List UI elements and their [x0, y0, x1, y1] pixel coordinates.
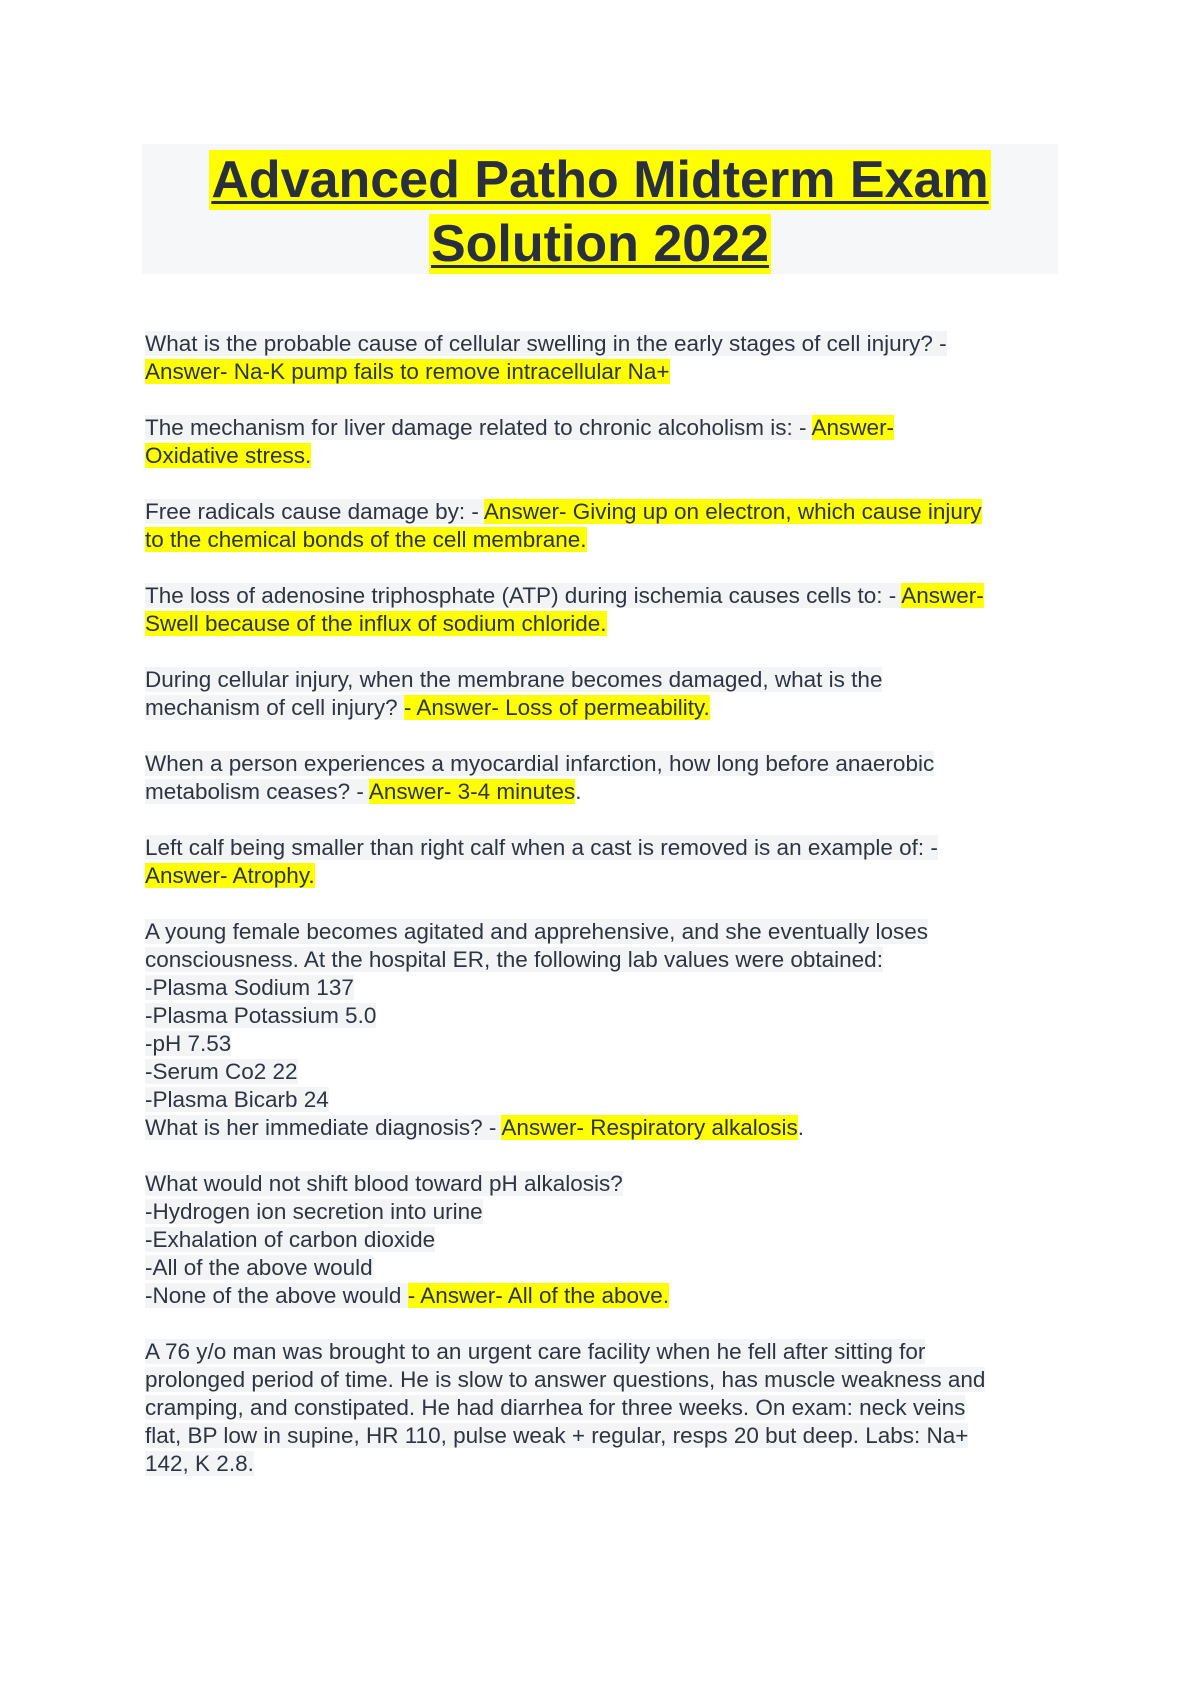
- qa-item-6: [145, 750, 1060, 806]
- qa-list: [145, 330, 1060, 1506]
- lab-value: -Plasma Sodium 137: [145, 975, 354, 1000]
- answer-highlight: Answer- 3-4 minutes: [368, 779, 576, 804]
- answer-highlight: Answer- Atrophy.: [145, 863, 315, 888]
- answer-highlight: to the chemical bonds of the cell membrane.: [145, 527, 587, 552]
- question-text: What would not shift blood toward pH alkalosis?: [145, 1171, 623, 1196]
- question-text: A 76 y/o man was brought to an urgent care facility when he fell after sitting for: [145, 1339, 926, 1364]
- lab-value: -Plasma Bicarb 24: [145, 1087, 329, 1112]
- qa-item-2: [145, 414, 1060, 470]
- answer-highlight: Answer- Giving up on electron, which cause injury: [483, 499, 982, 524]
- qa-item-10: [145, 1338, 1060, 1478]
- question-text: What is her immediate diagnosis? -: [145, 1115, 502, 1140]
- option-text: -Exhalation of carbon dioxide: [145, 1227, 436, 1252]
- document-title-line-1: Advanced Patho Midterm Exam: [211, 151, 989, 209]
- question-text: What is the probable cause of cellular swelling in the early stages of cell injury? -: [145, 331, 947, 356]
- answer-highlight: - Answer- Loss of permeability.: [403, 695, 710, 720]
- question-text: Free radicals cause damage by: -: [145, 499, 484, 524]
- question-text: When a person experiences a myocardial infarction, how long before anaerobic: [145, 751, 935, 776]
- qa-item-3: [145, 498, 1060, 554]
- answer-highlight: Answer-: [901, 583, 984, 608]
- question-text: A young female becomes agitated and apprehensive, and she eventually loses: [145, 919, 929, 944]
- trailing-period: .: [575, 779, 582, 804]
- answer-highlight: Swell because of the influx of sodium chloride.: [145, 611, 607, 636]
- document-title-block: [142, 144, 1058, 274]
- answer-highlight: Answer- Respiratory alkalosis: [501, 1115, 798, 1140]
- question-text: Left calf being smaller than right calf when a cast is removed is an example of: -: [145, 835, 938, 860]
- option-text: -None of the above would: [145, 1283, 408, 1308]
- option-text: -All of the above would: [145, 1255, 373, 1280]
- qa-item-4: [145, 582, 1060, 638]
- question-text: 142, K 2.8.: [145, 1451, 254, 1476]
- trailing-period: .: [797, 1115, 805, 1140]
- qa-item-7: [145, 834, 1060, 890]
- answer-highlight: - Answer- All of the above.: [407, 1283, 670, 1308]
- question-text: cramping, and constipated. He had diarrhea for three weeks. On exam: neck veins: [145, 1395, 966, 1420]
- question-text: consciousness. At the hospital ER, the following lab values were obtained:: [145, 947, 883, 972]
- qa-item-8: [145, 918, 1060, 1142]
- lab-value: -Plasma Potassium 5.0: [145, 1003, 377, 1028]
- document-title-line-2: Solution 2022: [430, 215, 770, 273]
- question-text: The mechanism for liver damage related to chronic alcoholism is: -: [145, 415, 812, 440]
- answer-highlight: Answer- Na-K pump fails to remove intracellular Na+: [145, 359, 670, 384]
- question-text: mechanism of cell injury?: [145, 695, 404, 720]
- question-text: metabolism ceases? -: [145, 779, 369, 804]
- question-text: During cellular injury, when the membrane becomes damaged, what is the: [145, 667, 883, 692]
- answer-highlight: Oxidative stress.: [145, 443, 312, 468]
- qa-item-5: [145, 666, 1060, 722]
- lab-value: -pH 7.53: [145, 1031, 232, 1056]
- question-text: flat, BP low in supine, HR 110, pulse weak + regular, resps 20 but deep. Labs: Na+: [145, 1423, 969, 1448]
- qa-item-1: [145, 330, 1060, 386]
- lab-value: -Serum Co2 22: [145, 1059, 298, 1084]
- answer-highlight: Answer-: [811, 415, 895, 440]
- question-text: The loss of adenosine triphosphate (ATP) during ischemia causes cells to: -: [145, 583, 902, 608]
- option-text: -Hydrogen ion secretion into urine: [145, 1199, 483, 1224]
- qa-item-9: [145, 1170, 1060, 1310]
- question-text: prolonged period of time. He is slow to answer questions, has muscle weakness and: [145, 1367, 986, 1392]
